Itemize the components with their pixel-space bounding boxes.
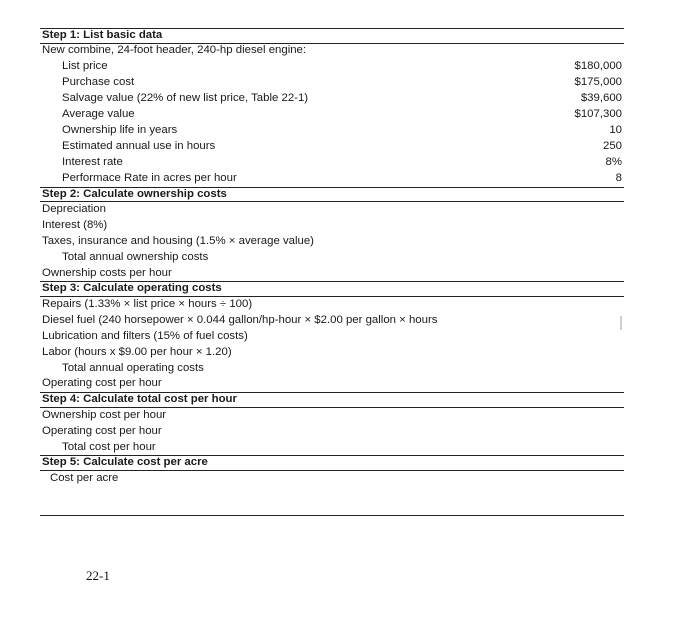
row-label: Cost per acre <box>50 471 119 484</box>
row-label: Labor (hours x $9.00 per hour × 1.20) <box>42 345 232 358</box>
table-row <box>40 234 624 250</box>
table-row <box>40 218 624 234</box>
row-label: Interest (8%) <box>42 218 108 231</box>
row-value: 8 <box>615 171 622 184</box>
table-row <box>40 313 624 329</box>
page-number: 22-1 <box>86 568 110 583</box>
table-row <box>40 171 624 187</box>
total-label: Total annual ownership costs <box>62 250 209 263</box>
table-row <box>40 376 624 392</box>
table-row <box>40 107 624 123</box>
row-value: 8% <box>605 155 622 168</box>
row-label: Ownership life in years <box>62 123 178 136</box>
row-value: $107,300 <box>574 108 622 121</box>
row-label: Average value <box>62 108 135 121</box>
row-value: $180,000 <box>574 60 622 73</box>
row-label: Lubrication and filters (15% of fuel costs) <box>42 329 248 342</box>
row-label: Salvage value (22% of new list price, Table 22-1) <box>62 92 309 105</box>
table-row <box>40 250 624 266</box>
row-label: Diesel fuel (240 horsepower × 0.044 gallon/hp-hour × $2.00 per gallon × hours <box>42 313 438 326</box>
step1-subheading: New combine, 24-foot header, 240-hp diesel engine: <box>42 44 307 57</box>
row-label: Purchase cost <box>62 76 135 89</box>
table-row <box>40 139 624 155</box>
row-value: $175,000 <box>574 76 622 89</box>
cost-worksheet <box>40 28 624 516</box>
row-value: 10 <box>609 123 622 136</box>
row-label: List price <box>62 60 108 73</box>
table-row <box>40 440 624 456</box>
table-row <box>40 424 624 440</box>
step4-heading: Step 4: Calculate total cost per hour <box>40 392 624 408</box>
row-label: Interest rate <box>62 155 123 168</box>
scroll-indicator <box>620 316 622 330</box>
per-hour-label: Operating cost per hour <box>42 377 162 390</box>
table-row <box>40 266 624 282</box>
row-label: Taxes, insurance and housing (1.5% × average value) <box>42 234 314 247</box>
table-row <box>40 91 624 107</box>
table-row <box>40 361 624 377</box>
row-label: Ownership cost per hour <box>42 408 167 421</box>
row-label: Depreciation <box>42 203 106 215</box>
table-row <box>40 155 624 171</box>
table-row <box>40 471 624 487</box>
bottom-rule <box>40 487 624 516</box>
row-label: Estimated annual use in hours <box>62 139 216 152</box>
table-row <box>40 408 624 424</box>
per-hour-label: Ownership costs per hour <box>42 266 172 279</box>
table-row <box>40 202 624 218</box>
step3-heading: Step 3: Calculate operating costs <box>40 281 624 297</box>
row-value: $39,600 <box>580 92 622 105</box>
row-label: Operating cost per hour <box>42 424 162 437</box>
total-label: Total annual operating costs <box>62 361 204 374</box>
table-row <box>40 329 624 345</box>
total-label: Total cost per hour <box>62 440 156 453</box>
table-row <box>40 123 624 139</box>
table-row <box>40 297 624 313</box>
table-row <box>40 59 624 75</box>
step2-heading: Step 2: Calculate ownership costs <box>40 187 624 203</box>
row-value: 250 <box>602 139 622 152</box>
table-row <box>40 345 624 361</box>
table-row <box>40 75 624 91</box>
row-label: Performace Rate in acres per hour <box>62 171 237 184</box>
step5-heading: Step 5: Calculate cost per acre <box>40 455 624 471</box>
step1-heading: Step 1: List basic data <box>40 28 624 44</box>
step1-subheading-row <box>40 44 624 60</box>
row-label: Repairs (1.33% × list price × hours ÷ 100) <box>42 297 253 310</box>
